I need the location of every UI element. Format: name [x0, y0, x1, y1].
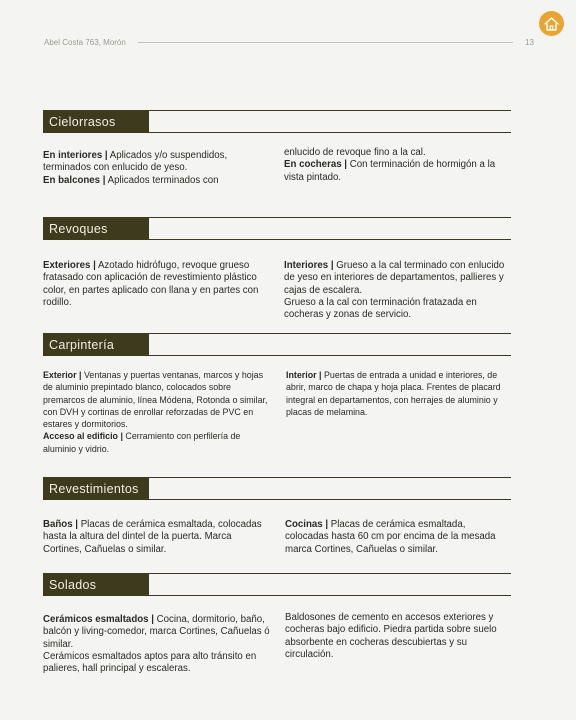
paragraph: En cocheras | Con terminación de hormigón a la vista pintado.	[284, 159, 496, 183]
section-title: Cielorrasos	[43, 110, 149, 133]
label: En balcones |	[43, 174, 106, 186]
section-rule	[149, 217, 511, 240]
label: Exterior |	[43, 370, 82, 380]
header-rule	[138, 42, 513, 43]
paragraph: Grueso a la cal con terminación fratazada en cocheras y zonas de servicio.	[284, 296, 477, 321]
paragraph: En interiores | Aplicados y/o suspendidos, terminados con enlucido de yeso.	[43, 150, 228, 174]
cielorrasos-left	[43, 150, 275, 187]
label: En cocheras |	[284, 159, 348, 171]
section-revestimientos	[43, 477, 511, 500]
paragraph: Baldosones de cemento en accesos exteriores y cocheras bajo edificio. Piedra partida sobre suelo absorbente en cocheras descubiertas y su circulación.	[285, 612, 497, 660]
section-rule	[149, 477, 511, 500]
section-title: Carpintería	[43, 333, 149, 356]
home-button[interactable]	[539, 11, 564, 36]
paragraph: Exteriores | Azotado hidrófugo, revoque grueso fratasado con aplicación de revestimiento plástico color, en partes aplicado con llana y en partes con rodillo.	[43, 260, 259, 308]
label: En interiores |	[43, 150, 108, 161]
section-rule	[149, 333, 511, 356]
revestimientos-left	[43, 519, 269, 556]
label: Cocinas |	[285, 519, 329, 530]
section-title: Revestimientos	[43, 477, 149, 500]
paragraph: Cerámicos esmaltados | Cocina, dormitorio, baño, balcón y living-comedor, marca Cortines, Cañuelas ó similar.	[43, 614, 270, 650]
paragraph: Cocinas | Placas de cerámica esmaltada, colocadas hasta 60 cm por encima de la mesada marca Cortines, Cañuelas o similar.	[285, 519, 496, 555]
paragraph: Interior | Puertas de entrada a unidad e interiores, de abrir, marco de chapa y hoja placa. Frentes de placard integral en departamentos, con herrajes de aluminio y placas de melamina.	[286, 370, 501, 417]
home-icon	[543, 16, 560, 32]
label: Interior |	[286, 370, 322, 380]
page-header	[44, 36, 534, 48]
carpinteria-left	[43, 369, 273, 455]
label: Cerámicos esmaltados |	[43, 614, 154, 625]
paragraph: enlucido de revoque fino a la cal.	[284, 147, 426, 158]
paragraph: Interiores | Grueso a la cal terminado con enlucido de yeso en interiores de departamentos, pallieres y cajas de escalera.	[284, 260, 505, 296]
section-rule	[149, 110, 511, 133]
section-title: Solados	[43, 573, 149, 596]
revoques-right	[284, 260, 514, 321]
carpinteria-right	[286, 369, 514, 418]
paragraph: En balcones | Aplicados terminados con	[43, 174, 219, 186]
section-title: Revoques	[43, 217, 149, 240]
label: Baños |	[43, 519, 79, 530]
cielorrasos-right	[284, 147, 512, 184]
section-rule	[149, 573, 511, 596]
revoques-left	[43, 260, 275, 309]
section-solados	[43, 573, 511, 596]
revestimientos-right	[285, 519, 510, 556]
paragraph: Acceso al edificio | Cerramiento con perfilería de aluminio y vidrio.	[43, 431, 241, 454]
label: Acceso al edificio |	[43, 431, 123, 442]
section-carpinteria	[43, 333, 511, 356]
label: Exteriores |	[43, 260, 96, 271]
solados-right	[285, 612, 513, 661]
section-cielorrasos	[43, 110, 511, 133]
paragraph: Exterior | Ventanas y puertas ventanas, marcos y hojas de aluminio prepintado blanco, colocados sobre premarcos de aluminio, línea Módena, Rotonda o similar, con DVH y cortinas de enrollar reforzadas de PVC en estares y dormitorios.	[43, 370, 268, 430]
section-revoques	[43, 217, 511, 240]
header-address: Abel Costa 763, Morón	[44, 37, 126, 47]
solados-left	[43, 614, 273, 675]
label: Interiores |	[284, 260, 334, 271]
paragraph: Cerámicos esmaltados aptos para alto tránsito en palieres, hall principal y escaleras.	[43, 650, 257, 675]
page-number: 13	[525, 37, 534, 47]
paragraph: Baños | Placas de cerámica esmaltada, colocadas hasta la altura del dintel de la puerta. Marca Cortines, Cañuelas o similar.	[43, 519, 262, 555]
